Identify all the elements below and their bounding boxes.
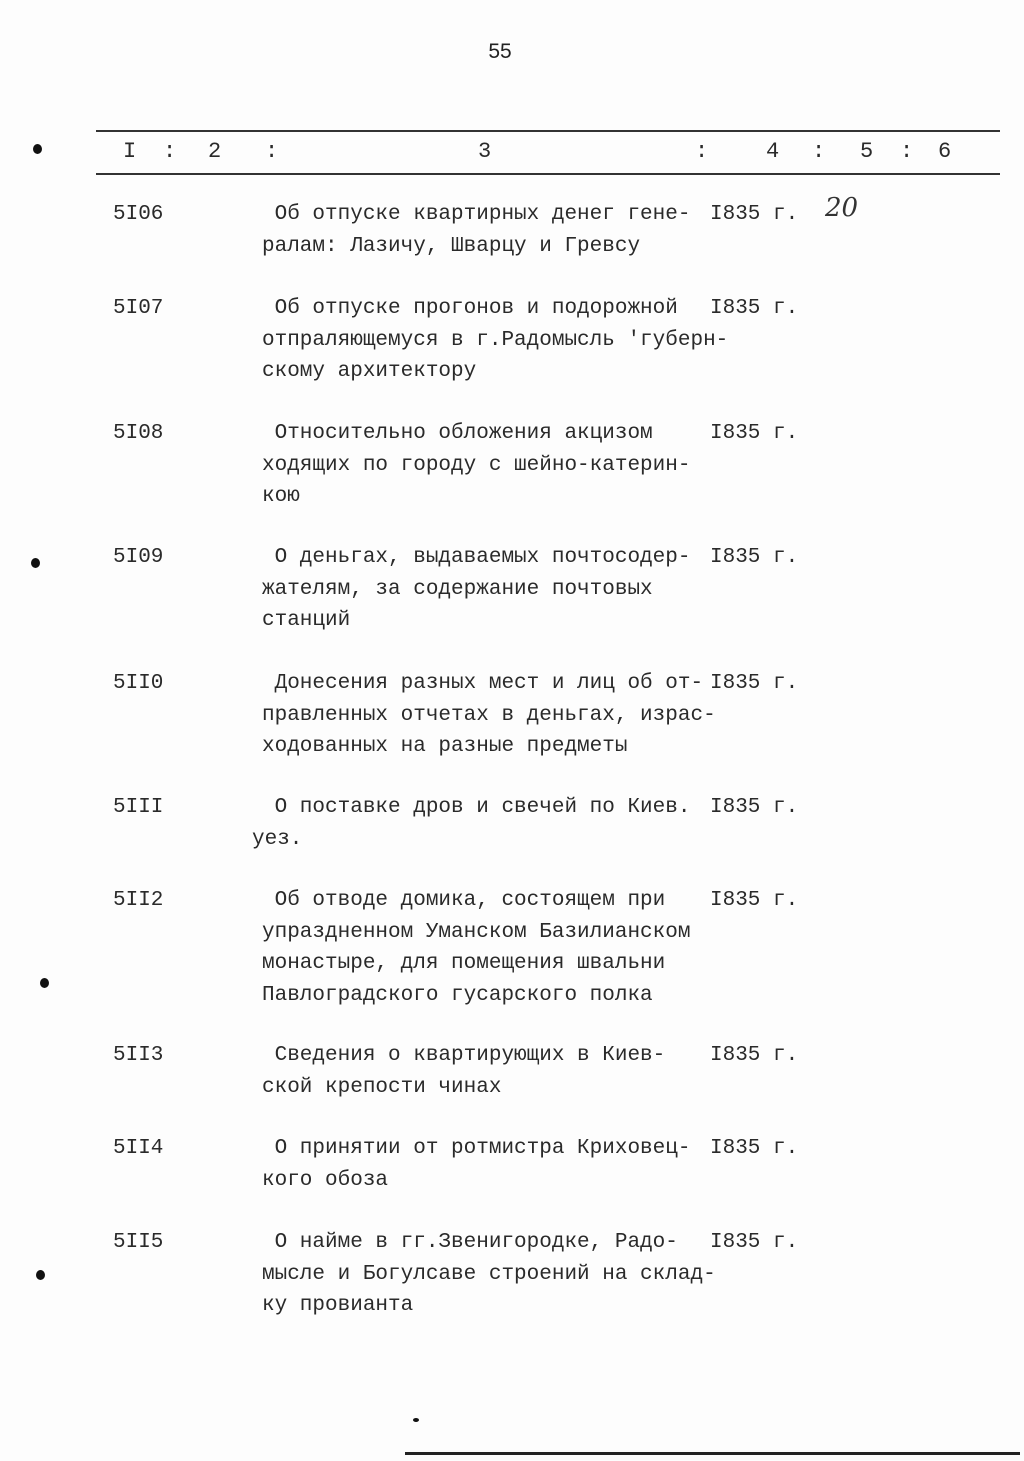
page-number: 55 [488,40,512,63]
file-description: О найме в гг.Звенигородке, Радо- мысле и Богулсаве строений на склад- ку провианта [262,1231,716,1317]
file-year: I835 г. [710,203,799,226]
col-sep: : [265,139,279,164]
binder-hole-mark [40,978,49,988]
file-year: I835 г. [710,1231,799,1254]
file-number: 5III [113,796,164,819]
page-bottom-rule [405,1452,1020,1455]
file-description: Относительно обложения акцизом ходящих по городу с шейно-катерин- кою [262,422,691,508]
col-sep: : [900,139,914,164]
file-number: 5I09 [113,546,164,569]
file-number: 5II3 [113,1044,164,1067]
file-year: I835 г. [710,672,799,695]
sheet-count: 20 [825,193,859,223]
col-header-1: I [123,139,137,164]
file-number: 5II5 [113,1231,164,1254]
col-sep: : [695,139,709,164]
file-description: Об отпуске квартирных денег гене- ралам: Лазичу, Шварцу и Гревсу [262,203,691,258]
file-description: Об отпуске прогонов и подорожной отпраляющемуся в г.Радомысль 'губерн- скому архитектору [262,297,729,383]
file-year: I835 г. [710,889,799,912]
binder-hole-mark [36,1270,45,1280]
file-year: I835 г. [710,1137,799,1160]
file-number: 5II2 [113,889,164,912]
col-header-5: 5 [860,139,874,164]
binder-hole-mark [31,558,40,568]
table-header [0,139,1024,169]
file-number: 5I08 [113,422,164,445]
file-number: 5I06 [113,203,164,226]
file-number: 5I07 [113,297,164,320]
file-description: Об отводе домика, состоящем при упраздненном Уманском Базилианском монастыре, для помещения швальни Павлоградского гусарского полка [262,889,691,1007]
col-header-3: 3 [478,139,492,164]
file-description: О принятии от ротмистра Криховец- кого обоза [262,1137,691,1192]
file-number: 5II4 [113,1137,164,1160]
file-description: Сведения о квартирующих в Киев- ской крепости чинах [262,1044,666,1099]
col-sep: : [163,139,177,164]
binder-hole-mark [33,144,42,154]
file-year: I835 г. [710,422,799,445]
table-header-rule [96,173,1000,175]
table-top-rule [96,130,1000,132]
file-year: I835 г. [710,796,799,819]
col-header-2: 2 [208,139,222,164]
col-header-4: 4 [766,139,780,164]
col-sep: : [812,139,826,164]
file-year: I835 г. [710,546,799,569]
file-number: 5II0 [113,672,164,695]
col-header-6: 6 [938,139,952,164]
file-year: I835 г. [710,297,799,320]
file-description: Донесения разных мест и лиц об от- правленных отчетах в деньгах, израс- ходованных на разные предметы [262,672,716,758]
ink-speck [413,1418,419,1422]
file-year: I835 г. [710,1044,799,1067]
file-description: О деньгах, выдаваемых почтосодер- жателям, за содержание почтовых станций [262,546,691,632]
file-description: О поставке дров и свечей по Киев. уез. [252,796,691,851]
